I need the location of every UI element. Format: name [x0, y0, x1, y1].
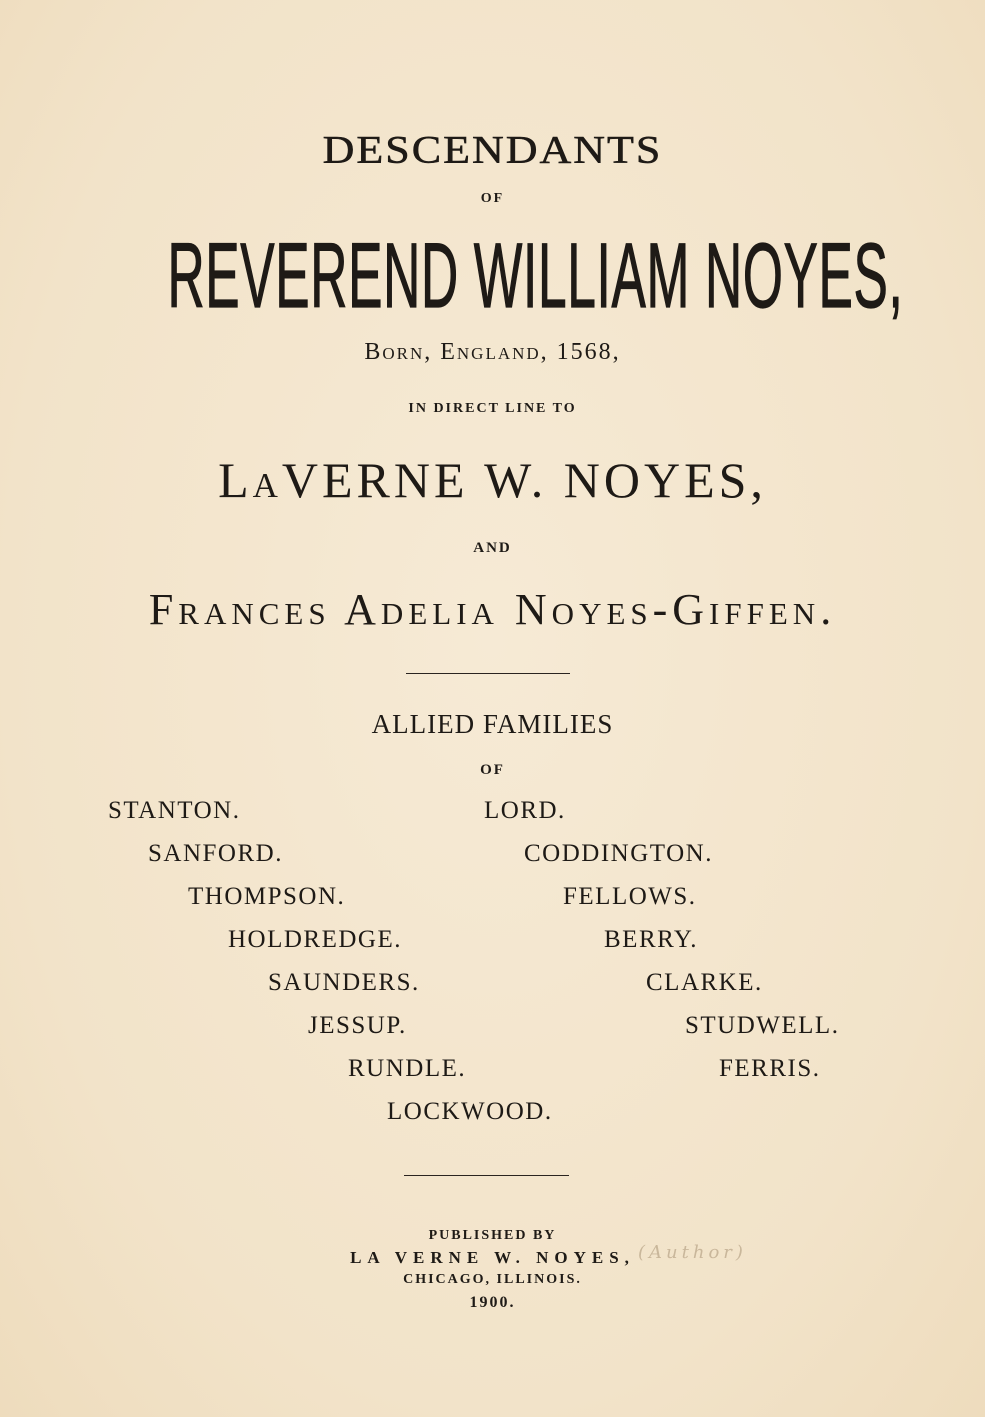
- family-name: LOCKWOOD.: [387, 1098, 553, 1125]
- family-name: CODDINGTON.: [524, 840, 713, 867]
- pencil-annotation: (Author): [638, 1242, 747, 1263]
- family-name: STANTON.: [108, 797, 241, 824]
- family-name: THOMPSON.: [188, 883, 346, 910]
- of-label: OF: [480, 191, 505, 206]
- family-name: BERRY.: [604, 926, 698, 953]
- family-name: CLARKE.: [646, 969, 763, 996]
- allied-families-heading: ALLIED FAMILIES: [371, 709, 614, 739]
- family-name: FERRIS.: [719, 1055, 821, 1082]
- family-name: FELLOWS.: [563, 883, 697, 910]
- publisher-location: CHICAGO, ILLINOIS.: [403, 1272, 582, 1287]
- descendant-name-1: LaVERNE W. NOYES,: [218, 452, 767, 508]
- direct-line-label: IN DIRECT LINE TO: [408, 401, 577, 416]
- family-name: HOLDREDGE.: [228, 926, 403, 953]
- descendant-name-2: Frances Adelia Noyes-Giffen.: [148, 585, 837, 634]
- book-title: DESCENDANTS: [322, 127, 663, 172]
- divider-rule-2: [404, 1175, 569, 1176]
- family-name: SANFORD.: [148, 840, 283, 867]
- divider-rule: [406, 673, 570, 674]
- and-label: AND: [473, 540, 512, 556]
- family-name: JESSUP.: [308, 1012, 407, 1039]
- publication-year: 1900.: [469, 1294, 516, 1311]
- family-name: LORD.: [484, 797, 566, 824]
- family-name: RUNDLE.: [348, 1055, 467, 1082]
- ancestor-name: REVEREND WILLIAM NOYES,: [167, 223, 904, 328]
- birth-line: Born, England, 1568,: [364, 339, 621, 365]
- family-name: SAUNDERS.: [268, 969, 420, 996]
- family-name: STUDWELL.: [685, 1012, 840, 1039]
- publisher-name: LA VERNE W. NOYES,: [350, 1248, 635, 1267]
- published-by-label: PUBLISHED BY: [428, 1228, 557, 1243]
- of-label-2: OF: [480, 762, 505, 778]
